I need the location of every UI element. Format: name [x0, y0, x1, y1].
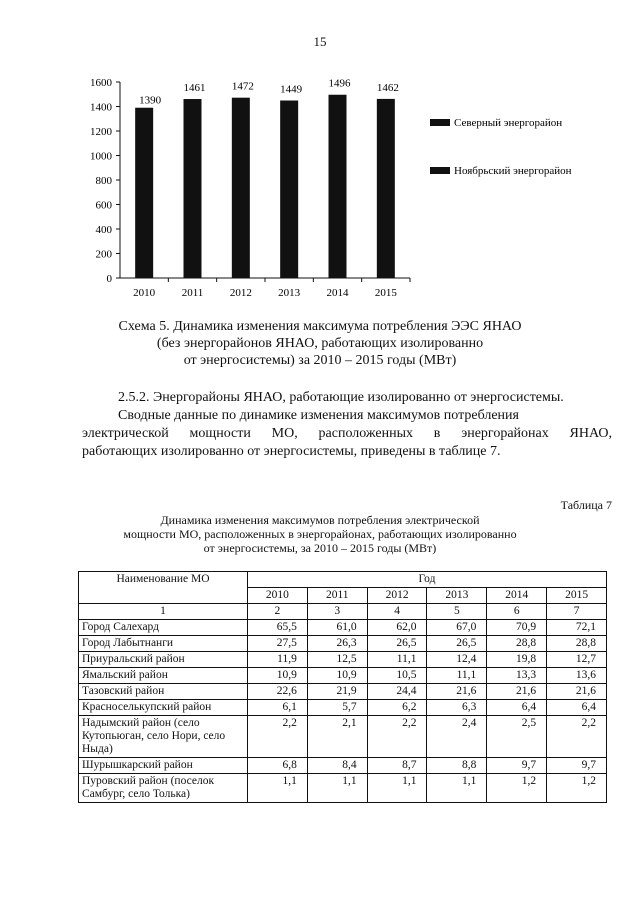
- table-index-row: [79, 604, 607, 620]
- y-tick-label: 800: [95, 175, 112, 187]
- x-tick-label: 2013: [278, 287, 301, 299]
- value-cell: 22,6: [248, 684, 308, 700]
- bar: [135, 108, 153, 278]
- value-cell: 61,0: [307, 620, 367, 636]
- mo-name-cell: Шурышкарский район: [79, 758, 248, 774]
- legend-label: Ноябрьский энергорайон: [454, 165, 572, 177]
- table-title-line-2: мощности МО, расположенных в энергорайонах, работающих изолированно: [123, 527, 517, 541]
- value-cell: 70,9: [487, 620, 547, 636]
- value-cell: 26,3: [307, 636, 367, 652]
- value-cell: 21,9: [307, 684, 367, 700]
- mo-name-cell: Город Лабытнанги: [79, 636, 248, 652]
- year-cell: 2015: [547, 588, 607, 604]
- value-cell: 8,7: [367, 758, 427, 774]
- data-label: 1390: [139, 94, 162, 107]
- value-cell: 21,6: [427, 684, 487, 700]
- x-tick-label: 2012: [229, 287, 252, 299]
- table-title-line-1: Динамика изменения максимумов потребления электрической: [160, 513, 480, 527]
- y-tick-label: 600: [95, 199, 112, 212]
- value-cell: 27,5: [248, 636, 308, 652]
- y-tick-label: 1200: [90, 126, 112, 138]
- year-cell: 2012: [367, 588, 427, 604]
- table-title: [0, 513, 640, 555]
- consumption-bar-chart: [70, 72, 610, 312]
- year-cell: 2010: [248, 588, 308, 604]
- header-year: Год: [248, 572, 607, 588]
- value-cell: 13,6: [547, 668, 607, 684]
- index-cell: 7: [547, 604, 607, 620]
- value-cell: 6,4: [487, 700, 547, 716]
- value-cell: 6,4: [547, 700, 607, 716]
- page-number: 15: [313, 34, 327, 49]
- index-cell: 2: [248, 604, 308, 620]
- index-cell: 3: [307, 604, 367, 620]
- table-title-line-3: от энергосистемы, за 2010 – 2015 годы (МВт): [203, 541, 437, 555]
- year-cell: 2013: [427, 588, 487, 604]
- value-cell: 6,2: [367, 700, 427, 716]
- value-cell: 2,2: [547, 716, 607, 758]
- data-label: 1461: [183, 82, 206, 95]
- value-cell: 10,5: [367, 668, 427, 684]
- bar: [329, 95, 347, 278]
- value-cell: 8,8: [427, 758, 487, 774]
- body-text-line-2: электрической мощности МО, расположенных в энергорайонах ЯНАО,: [82, 426, 612, 441]
- value-cell: 13,3: [487, 668, 547, 684]
- value-cell: 26,5: [427, 636, 487, 652]
- bar: [280, 100, 298, 278]
- value-cell: 62,0: [367, 620, 427, 636]
- y-tick-label: 200: [95, 248, 112, 261]
- value-cell: 6,1: [248, 700, 308, 716]
- value-cell: 12,4: [427, 652, 487, 668]
- value-cell: 1,1: [427, 774, 487, 803]
- index-cell: 4: [367, 604, 427, 620]
- bar: [184, 99, 202, 278]
- value-cell: 28,8: [547, 636, 607, 652]
- value-cell: 9,7: [547, 758, 607, 774]
- value-cell: 2,2: [248, 716, 308, 758]
- bar: [377, 99, 395, 278]
- value-cell: 10,9: [307, 668, 367, 684]
- y-tick-label: 0: [106, 273, 112, 285]
- chart-caption: [0, 318, 640, 369]
- y-tick-label: 1400: [90, 101, 112, 114]
- caption-line-2: (без энергорайонов ЯНАО, работающих изолированно: [156, 336, 484, 351]
- value-cell: 1,2: [547, 774, 607, 803]
- value-cell: 21,6: [547, 684, 607, 700]
- value-cell: 65,5: [248, 620, 308, 636]
- value-cell: 11,1: [367, 652, 427, 668]
- value-cell: 1,1: [248, 774, 308, 803]
- body-text-line-1: Сводные данные по динамике изменения максимумов потребления: [118, 408, 519, 423]
- mo-name-cell: Приуральский район: [79, 652, 248, 668]
- value-cell: 10,9: [248, 668, 308, 684]
- section-heading: 2.5.2. Энергорайоны ЯНАО, работающие изолированно от энергосистемы.: [118, 390, 564, 405]
- value-cell: 5,7: [307, 700, 367, 716]
- table-row: [79, 636, 607, 652]
- x-tick-label: 2014: [326, 287, 349, 299]
- chart-legend: [430, 117, 572, 177]
- table-row: [79, 700, 607, 716]
- value-cell: 6,3: [427, 700, 487, 716]
- value-cell: 72,1: [547, 620, 607, 636]
- value-cell: 28,8: [487, 636, 547, 652]
- bar: [232, 98, 250, 278]
- value-cell: 12,7: [547, 652, 607, 668]
- value-cell: 8,4: [307, 758, 367, 774]
- index-cell: 1: [79, 604, 248, 620]
- legend-label: Северный энергорайон: [454, 117, 563, 129]
- mo-name-cell: Надымский район (село Кутопьюган, село Нори, село Ныда): [79, 716, 248, 758]
- mo-name-cell: Красноселькупский район: [79, 700, 248, 716]
- year-cell: 2011: [307, 588, 367, 604]
- chart-bars: [135, 78, 399, 278]
- consumption-table: [78, 571, 607, 803]
- value-cell: 9,7: [487, 758, 547, 774]
- value-cell: 2,4: [427, 716, 487, 758]
- x-tick-label: 2015: [374, 287, 397, 299]
- value-cell: 11,9: [248, 652, 308, 668]
- header-name: Наименование МО: [79, 572, 248, 604]
- y-tick-label: 400: [95, 224, 112, 236]
- legend-swatch: [430, 167, 450, 174]
- value-cell: 1,2: [487, 774, 547, 803]
- value-cell: 2,2: [367, 716, 427, 758]
- value-cell: 2,1: [307, 716, 367, 758]
- index-cell: 5: [427, 604, 487, 620]
- legend-swatch: [430, 119, 450, 126]
- value-cell: 1,1: [307, 774, 367, 803]
- value-cell: 2,5: [487, 716, 547, 758]
- table-row: [79, 620, 607, 636]
- table-row: [79, 684, 607, 700]
- mo-name-cell: Тазовский район: [79, 684, 248, 700]
- table-row: [79, 758, 607, 774]
- value-cell: 11,1: [427, 668, 487, 684]
- value-cell: 21,6: [487, 684, 547, 700]
- caption-line-3: от энергосистемы) за 2010 – 2015 годы (МВт): [183, 353, 457, 368]
- value-cell: 26,5: [367, 636, 427, 652]
- table-header-row: [79, 572, 607, 588]
- mo-name-cell: Пуровский район (поселок Самбург, село Толька): [79, 774, 248, 803]
- table-row: [79, 716, 607, 758]
- value-cell: 19,8: [487, 652, 547, 668]
- value-cell: 1,1: [367, 774, 427, 803]
- y-tick-label: 1600: [90, 77, 112, 89]
- y-tick-label: 1000: [90, 150, 112, 163]
- data-label: 1496: [328, 77, 351, 90]
- data-label: 1449: [280, 83, 303, 96]
- table-row: [79, 668, 607, 684]
- caption-line-1: Схема 5. Динамика изменения максимума потребления ЭЭС ЯНАО: [118, 319, 522, 334]
- value-cell: 67,0: [427, 620, 487, 636]
- value-cell: 6,8: [248, 758, 308, 774]
- table-row: [79, 774, 607, 803]
- mo-name-cell: Город Салехард: [79, 620, 248, 636]
- year-cell: 2014: [487, 588, 547, 604]
- body-text-line-3: работающих изолированно от энергосистемы, приведены в таблице 7.: [82, 444, 501, 459]
- table-label: Таблица 7: [560, 498, 612, 512]
- x-tick-label: 2010: [133, 287, 156, 299]
- mo-name-cell: Ямальский район: [79, 668, 248, 684]
- data-label: 1462: [376, 81, 399, 94]
- data-label: 1472: [231, 80, 254, 93]
- index-cell: 6: [487, 604, 547, 620]
- value-cell: 24,4: [367, 684, 427, 700]
- table-row: [79, 652, 607, 668]
- x-tick-label: 2011: [181, 287, 204, 299]
- value-cell: 12,5: [307, 652, 367, 668]
